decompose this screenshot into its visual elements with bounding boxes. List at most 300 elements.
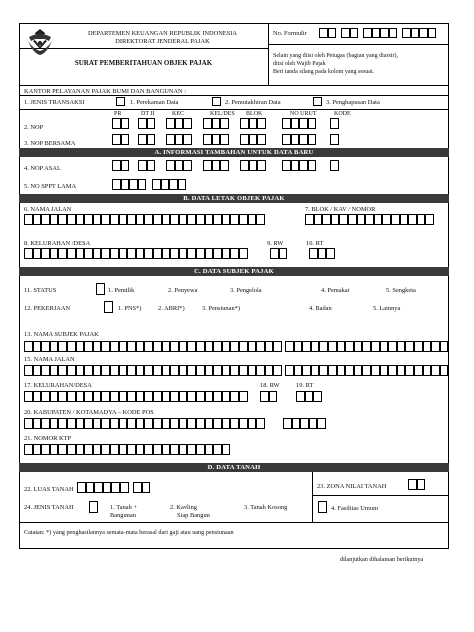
kabupaten-box[interactable] [239, 418, 248, 429]
nama-jalan-sp-box[interactable] [265, 365, 274, 376]
nop-box[interactable] [166, 118, 175, 129]
nama-jalan-sp-box[interactable] [162, 365, 171, 376]
nop-asal-box[interactable] [330, 160, 339, 171]
kabupaten-box[interactable] [41, 418, 50, 429]
no-formulir-box[interactable] [411, 28, 420, 38]
nop-box[interactable] [249, 118, 258, 129]
kabupaten-box[interactable] [196, 418, 205, 429]
blok-kav-box[interactable] [400, 214, 409, 225]
kelurahan-op-box[interactable] [162, 248, 171, 259]
nama-subjek-box[interactable] [136, 341, 145, 352]
blok-kav-box[interactable] [348, 214, 357, 225]
kelurahan-op-box[interactable] [205, 248, 214, 259]
kelurahan-sp-box[interactable] [162, 391, 171, 402]
nomor-ktp-box[interactable] [153, 444, 162, 455]
kelurahan-sp-box[interactable] [187, 391, 196, 402]
nama-jalan-sp-cont-box[interactable] [388, 365, 397, 376]
nama-subjek-cont-box[interactable] [405, 341, 414, 352]
nop-bersama-box[interactable] [282, 134, 291, 145]
nama-jalan-sp-box[interactable] [33, 365, 42, 376]
nop-asal-box[interactable] [183, 160, 192, 171]
nama-subjek-cont-box[interactable] [371, 341, 380, 352]
nama-jalan-sp-box[interactable] [50, 365, 59, 376]
kelurahan-sp-box[interactable] [230, 391, 239, 402]
kabupaten-box[interactable] [127, 418, 136, 429]
nama-jalan-sp-box[interactable] [24, 365, 33, 376]
kelurahan-sp-box[interactable] [110, 391, 119, 402]
luas-tanah-box[interactable] [86, 482, 95, 493]
kabupaten-box[interactable] [256, 418, 265, 429]
nop-asal-box[interactable] [249, 160, 258, 171]
kabupaten-box[interactable] [50, 418, 59, 429]
nop-bersama-box[interactable] [203, 134, 212, 145]
nama-jalan-sp-cont-box[interactable] [362, 365, 371, 376]
nama-jalan-op-box[interactable] [67, 214, 76, 225]
nomor-ktp-box[interactable] [84, 444, 93, 455]
no-formulir-box[interactable] [428, 28, 437, 38]
nomor-ktp-box[interactable] [101, 444, 110, 455]
kabupaten-box[interactable] [248, 418, 257, 429]
rw-sp-box[interactable] [269, 391, 278, 402]
kabupaten-box[interactable] [58, 418, 67, 429]
nama-jalan-sp-box[interactable] [144, 365, 153, 376]
nama-subjek-cont-box[interactable] [311, 341, 320, 352]
nama-subjek-box[interactable] [144, 341, 153, 352]
nama-subjek-box[interactable] [101, 341, 110, 352]
kelurahan-sp-box[interactable] [119, 391, 128, 402]
nama-jalan-sp-box[interactable] [76, 365, 85, 376]
kelurahan-op-box[interactable] [213, 248, 222, 259]
nama-subjek-box[interactable] [273, 341, 282, 352]
nama-subjek-box[interactable] [248, 341, 257, 352]
pekerjaan-checkbox[interactable] [104, 301, 113, 313]
nop-asal-box[interactable] [166, 160, 175, 171]
nama-jalan-sp-cont-box[interactable] [302, 365, 311, 376]
kode-pos-box[interactable] [309, 418, 318, 429]
kelurahan-sp-box[interactable] [153, 391, 162, 402]
nama-jalan-op-box[interactable] [170, 214, 179, 225]
nama-jalan-sp-box[interactable] [187, 365, 196, 376]
nop-asal-box[interactable] [175, 160, 184, 171]
no-sppt-lama-box[interactable] [178, 179, 187, 190]
nama-subjek-box[interactable] [256, 341, 265, 352]
nama-jalan-sp-box[interactable] [222, 365, 231, 376]
kelurahan-sp-box[interactable] [76, 391, 85, 402]
kabupaten-box[interactable] [213, 418, 222, 429]
nama-jalan-sp-cont-box[interactable] [285, 365, 294, 376]
nama-jalan-op-box[interactable] [144, 214, 153, 225]
jenis-tanah-checkbox[interactable] [89, 501, 98, 513]
kelurahan-sp-box[interactable] [213, 391, 222, 402]
rw-op-box[interactable] [279, 248, 288, 259]
kelurahan-op-box[interactable] [84, 248, 93, 259]
kode-pos-box[interactable] [317, 418, 326, 429]
kabupaten-box[interactable] [162, 418, 171, 429]
nop-box[interactable] [220, 118, 229, 129]
nop-bersama-box[interactable] [138, 134, 147, 145]
kelurahan-op-box[interactable] [170, 248, 179, 259]
kabupaten-box[interactable] [33, 418, 42, 429]
kelurahan-op-box[interactable] [101, 248, 110, 259]
nama-subjek-cont-box[interactable] [328, 341, 337, 352]
blok-kav-box[interactable] [391, 214, 400, 225]
kelurahan-op-box[interactable] [144, 248, 153, 259]
nop-asal-box[interactable] [240, 160, 249, 171]
kelurahan-sp-box[interactable] [179, 391, 188, 402]
kelurahan-sp-box[interactable] [101, 391, 110, 402]
kabupaten-box[interactable] [24, 418, 33, 429]
blok-kav-box[interactable] [382, 214, 391, 225]
nomor-ktp-box[interactable] [24, 444, 33, 455]
nama-jalan-sp-cont-box[interactable] [405, 365, 414, 376]
nop-asal-box[interactable] [112, 160, 121, 171]
nama-subjek-box[interactable] [265, 341, 274, 352]
rt-sp-box[interactable] [313, 391, 322, 402]
nama-jalan-op-box[interactable] [222, 214, 231, 225]
nama-jalan-sp-box[interactable] [256, 365, 265, 376]
nama-subjek-cont-box[interactable] [345, 341, 354, 352]
rt-op-box[interactable] [326, 248, 335, 259]
nomor-ktp-box[interactable] [110, 444, 119, 455]
kabupaten-box[interactable] [136, 418, 145, 429]
nomor-ktp-box[interactable] [33, 444, 42, 455]
kelurahan-op-box[interactable] [127, 248, 136, 259]
nama-jalan-sp-cont-box[interactable] [294, 365, 303, 376]
kelurahan-sp-box[interactable] [58, 391, 67, 402]
nop-bersama-box[interactable] [212, 134, 221, 145]
nama-subjek-cont-box[interactable] [397, 341, 406, 352]
no-formulir-box[interactable] [363, 28, 372, 38]
nama-jalan-sp-cont-box[interactable] [354, 365, 363, 376]
no-sppt-lama-box[interactable] [152, 179, 161, 190]
blok-kav-box[interactable] [357, 214, 366, 225]
nama-jalan-op-box[interactable] [101, 214, 110, 225]
nama-subjek-box[interactable] [119, 341, 128, 352]
kabupaten-box[interactable] [170, 418, 179, 429]
nop-asal-box[interactable] [291, 160, 300, 171]
kelurahan-op-box[interactable] [222, 248, 231, 259]
nama-jalan-sp-box[interactable] [248, 365, 257, 376]
nama-subjek-cont-box[interactable] [302, 341, 311, 352]
nomor-ktp-box[interactable] [119, 444, 128, 455]
nomor-ktp-box[interactable] [136, 444, 145, 455]
blok-kav-box[interactable] [339, 214, 348, 225]
nama-jalan-op-box[interactable] [110, 214, 119, 225]
luas-tanah-box[interactable] [94, 482, 103, 493]
nomor-ktp-box[interactable] [58, 444, 67, 455]
nop-box[interactable] [330, 118, 339, 129]
nama-jalan-op-box[interactable] [239, 214, 248, 225]
nama-jalan-sp-box[interactable] [101, 365, 110, 376]
kelurahan-sp-box[interactable] [222, 391, 231, 402]
nama-subjek-box[interactable] [41, 341, 50, 352]
kabupaten-box[interactable] [187, 418, 196, 429]
kelurahan-op-box[interactable] [33, 248, 42, 259]
no-sppt-lama-box[interactable] [169, 179, 178, 190]
jenis-option-4-checkbox[interactable] [318, 501, 327, 513]
nama-jalan-sp-cont-box[interactable] [311, 365, 320, 376]
no-sppt-lama-box[interactable] [138, 179, 147, 190]
nama-jalan-op-box[interactable] [119, 214, 128, 225]
nama-jalan-sp-box[interactable] [213, 365, 222, 376]
nama-jalan-op-box[interactable] [256, 214, 265, 225]
nama-subjek-box[interactable] [239, 341, 248, 352]
nomor-ktp-box[interactable] [205, 444, 214, 455]
nama-jalan-op-box[interactable] [153, 214, 162, 225]
kode-pos-box[interactable] [283, 418, 292, 429]
nama-jalan-sp-cont-box[interactable] [397, 365, 406, 376]
nomor-ktp-box[interactable] [222, 444, 231, 455]
luas-tanah-box[interactable] [120, 482, 129, 493]
no-formulir-box[interactable] [350, 28, 359, 38]
status-checkbox[interactable] [96, 283, 105, 295]
kabupaten-box[interactable] [110, 418, 119, 429]
nama-jalan-op-box[interactable] [230, 214, 239, 225]
blok-kav-box[interactable] [305, 214, 314, 225]
nama-jalan-op-box[interactable] [187, 214, 196, 225]
nomor-ktp-box[interactable] [93, 444, 102, 455]
nama-subjek-box[interactable] [84, 341, 93, 352]
nop-asal-box[interactable] [212, 160, 221, 171]
nama-jalan-op-box[interactable] [41, 214, 50, 225]
nama-subjek-box[interactable] [58, 341, 67, 352]
nomor-ktp-box[interactable] [187, 444, 196, 455]
nop-bersama-box[interactable] [308, 134, 317, 145]
nomor-ktp-box[interactable] [41, 444, 50, 455]
nama-jalan-op-box[interactable] [84, 214, 93, 225]
nop-asal-box[interactable] [203, 160, 212, 171]
kabupaten-box[interactable] [93, 418, 102, 429]
blok-kav-box[interactable] [374, 214, 383, 225]
no-formulir-box[interactable] [402, 28, 411, 38]
nop-asal-box[interactable] [308, 160, 317, 171]
nama-jalan-sp-cont-box[interactable] [319, 365, 328, 376]
kelurahan-sp-box[interactable] [136, 391, 145, 402]
nama-subjek-cont-box[interactable] [337, 341, 346, 352]
zona-nilai-box[interactable] [408, 479, 417, 490]
nop-box[interactable] [308, 118, 317, 129]
zona-nilai-box[interactable] [417, 479, 426, 490]
nop-box[interactable] [112, 118, 121, 129]
nama-jalan-sp-box[interactable] [127, 365, 136, 376]
nop-box[interactable] [203, 118, 212, 129]
kelurahan-op-box[interactable] [67, 248, 76, 259]
rt-sp-box[interactable] [296, 391, 305, 402]
nop-asal-box[interactable] [282, 160, 291, 171]
transaksi-checkbox-1[interactable] [116, 97, 125, 106]
kabupaten-box[interactable] [84, 418, 93, 429]
nama-subjek-cont-box[interactable] [354, 341, 363, 352]
nop-box[interactable] [291, 118, 300, 129]
kelurahan-op-box[interactable] [119, 248, 128, 259]
luas-tanah-frac-box[interactable] [133, 482, 142, 493]
nama-subjek-cont-box[interactable] [431, 341, 440, 352]
nama-subjek-box[interactable] [76, 341, 85, 352]
nama-jalan-op-box[interactable] [136, 214, 145, 225]
nama-jalan-op-box[interactable] [76, 214, 85, 225]
nop-asal-box[interactable] [257, 160, 266, 171]
kabupaten-box[interactable] [230, 418, 239, 429]
nama-subjek-box[interactable] [24, 341, 33, 352]
nama-jalan-sp-box[interactable] [58, 365, 67, 376]
kabupaten-box[interactable] [205, 418, 214, 429]
kelurahan-sp-box[interactable] [41, 391, 50, 402]
kelurahan-sp-box[interactable] [239, 391, 248, 402]
nop-bersama-box[interactable] [249, 134, 258, 145]
kabupaten-box[interactable] [119, 418, 128, 429]
nop-box[interactable] [183, 118, 192, 129]
luas-tanah-frac-box[interactable] [142, 482, 151, 493]
nama-jalan-sp-box[interactable] [41, 365, 50, 376]
nama-jalan-op-box[interactable] [127, 214, 136, 225]
nama-jalan-sp-box[interactable] [196, 365, 205, 376]
nama-jalan-sp-box[interactable] [179, 365, 188, 376]
nop-box[interactable] [147, 118, 156, 129]
luas-tanah-box[interactable] [77, 482, 86, 493]
rt-sp-box[interactable] [305, 391, 314, 402]
nama-subjek-box[interactable] [110, 341, 119, 352]
rw-op-box[interactable] [270, 248, 279, 259]
nama-jalan-sp-box[interactable] [110, 365, 119, 376]
nama-subjek-box[interactable] [127, 341, 136, 352]
no-sppt-lama-box[interactable] [121, 179, 130, 190]
blok-kav-box[interactable] [365, 214, 374, 225]
nama-jalan-sp-cont-box[interactable] [414, 365, 423, 376]
nomor-ktp-box[interactable] [50, 444, 59, 455]
nama-jalan-op-box[interactable] [50, 214, 59, 225]
nop-bersama-box[interactable] [183, 134, 192, 145]
nama-subjek-box[interactable] [213, 341, 222, 352]
no-formulir-box[interactable] [419, 28, 428, 38]
kelurahan-sp-box[interactable] [127, 391, 136, 402]
kelurahan-op-box[interactable] [179, 248, 188, 259]
blok-kav-box[interactable] [322, 214, 331, 225]
nama-jalan-op-box[interactable] [24, 214, 33, 225]
nama-subjek-box[interactable] [196, 341, 205, 352]
nama-subjek-box[interactable] [230, 341, 239, 352]
kabupaten-box[interactable] [179, 418, 188, 429]
nop-asal-box[interactable] [138, 160, 147, 171]
nop-box[interactable] [299, 118, 308, 129]
nama-jalan-op-box[interactable] [205, 214, 214, 225]
nop-asal-box[interactable] [299, 160, 308, 171]
nop-bersama-box[interactable] [166, 134, 175, 145]
nomor-ktp-box[interactable] [127, 444, 136, 455]
nama-subjek-cont-box[interactable] [414, 341, 423, 352]
nop-box[interactable] [240, 118, 249, 129]
kelurahan-op-box[interactable] [230, 248, 239, 259]
nama-subjek-box[interactable] [50, 341, 59, 352]
kelurahan-op-box[interactable] [136, 248, 145, 259]
rt-op-box[interactable] [309, 248, 318, 259]
nop-bersama-box[interactable] [121, 134, 130, 145]
nama-subjek-box[interactable] [67, 341, 76, 352]
kelurahan-sp-box[interactable] [196, 391, 205, 402]
nama-jalan-sp-cont-box[interactable] [440, 365, 449, 376]
nama-jalan-sp-box[interactable] [170, 365, 179, 376]
nama-jalan-sp-cont-box[interactable] [371, 365, 380, 376]
no-formulir-box[interactable] [319, 28, 328, 38]
kelurahan-sp-box[interactable] [50, 391, 59, 402]
no-formulir-box[interactable] [389, 28, 398, 38]
no-formulir-box[interactable] [372, 28, 381, 38]
nama-jalan-op-box[interactable] [93, 214, 102, 225]
no-sppt-lama-box[interactable] [161, 179, 170, 190]
kode-pos-box[interactable] [300, 418, 309, 429]
nop-box[interactable] [175, 118, 184, 129]
kelurahan-op-box[interactable] [110, 248, 119, 259]
kelurahan-sp-box[interactable] [33, 391, 42, 402]
no-formulir-box[interactable] [341, 28, 350, 38]
kelurahan-sp-box[interactable] [144, 391, 153, 402]
nop-box[interactable] [138, 118, 147, 129]
transaksi-checkbox-3[interactable] [313, 97, 322, 106]
no-sppt-lama-box[interactable] [129, 179, 138, 190]
nama-subjek-box[interactable] [93, 341, 102, 352]
kelurahan-sp-box[interactable] [205, 391, 214, 402]
nomor-ktp-box[interactable] [162, 444, 171, 455]
nomor-ktp-box[interactable] [76, 444, 85, 455]
nama-subjek-cont-box[interactable] [388, 341, 397, 352]
nama-jalan-sp-cont-box[interactable] [423, 365, 432, 376]
nama-jalan-sp-box[interactable] [273, 365, 282, 376]
nama-subjek-cont-box[interactable] [423, 341, 432, 352]
transaksi-checkbox-2[interactable] [212, 97, 221, 106]
nomor-ktp-box[interactable] [170, 444, 179, 455]
nama-subjek-box[interactable] [179, 341, 188, 352]
nama-jalan-sp-cont-box[interactable] [337, 365, 346, 376]
blok-kav-box[interactable] [425, 214, 434, 225]
nomor-ktp-box[interactable] [144, 444, 153, 455]
nop-asal-box[interactable] [220, 160, 229, 171]
nama-jalan-sp-box[interactable] [239, 365, 248, 376]
nop-bersama-box[interactable] [175, 134, 184, 145]
no-formulir-box[interactable] [380, 28, 389, 38]
nama-subjek-cont-box[interactable] [294, 341, 303, 352]
nop-bersama-box[interactable] [330, 134, 339, 145]
nama-jalan-sp-box[interactable] [67, 365, 76, 376]
kelurahan-op-box[interactable] [41, 248, 50, 259]
nama-subjek-cont-box[interactable] [362, 341, 371, 352]
nomor-ktp-box[interactable] [196, 444, 205, 455]
rw-sp-box[interactable] [260, 391, 269, 402]
nama-jalan-sp-box[interactable] [136, 365, 145, 376]
nop-asal-box[interactable] [121, 160, 130, 171]
kelurahan-sp-box[interactable] [93, 391, 102, 402]
no-formulir-box[interactable] [328, 28, 337, 38]
blok-kav-box[interactable] [314, 214, 323, 225]
nama-jalan-sp-box[interactable] [153, 365, 162, 376]
kelurahan-sp-box[interactable] [84, 391, 93, 402]
kelurahan-op-box[interactable] [187, 248, 196, 259]
luas-tanah-box[interactable] [103, 482, 112, 493]
nama-jalan-op-box[interactable] [58, 214, 67, 225]
nop-bersama-box[interactable] [147, 134, 156, 145]
nomor-ktp-box[interactable] [213, 444, 222, 455]
blok-kav-box[interactable] [417, 214, 426, 225]
nama-jalan-op-box[interactable] [33, 214, 42, 225]
nop-box[interactable] [257, 118, 266, 129]
nama-jalan-sp-box[interactable] [119, 365, 128, 376]
nama-jalan-sp-box[interactable] [205, 365, 214, 376]
no-sppt-lama-box[interactable] [112, 179, 121, 190]
kabupaten-box[interactable] [153, 418, 162, 429]
nop-asal-box[interactable] [147, 160, 156, 171]
nama-subjek-cont-box[interactable] [440, 341, 449, 352]
nop-bersama-box[interactable] [220, 134, 229, 145]
kelurahan-op-box[interactable] [24, 248, 33, 259]
kode-pos-box[interactable] [292, 418, 301, 429]
